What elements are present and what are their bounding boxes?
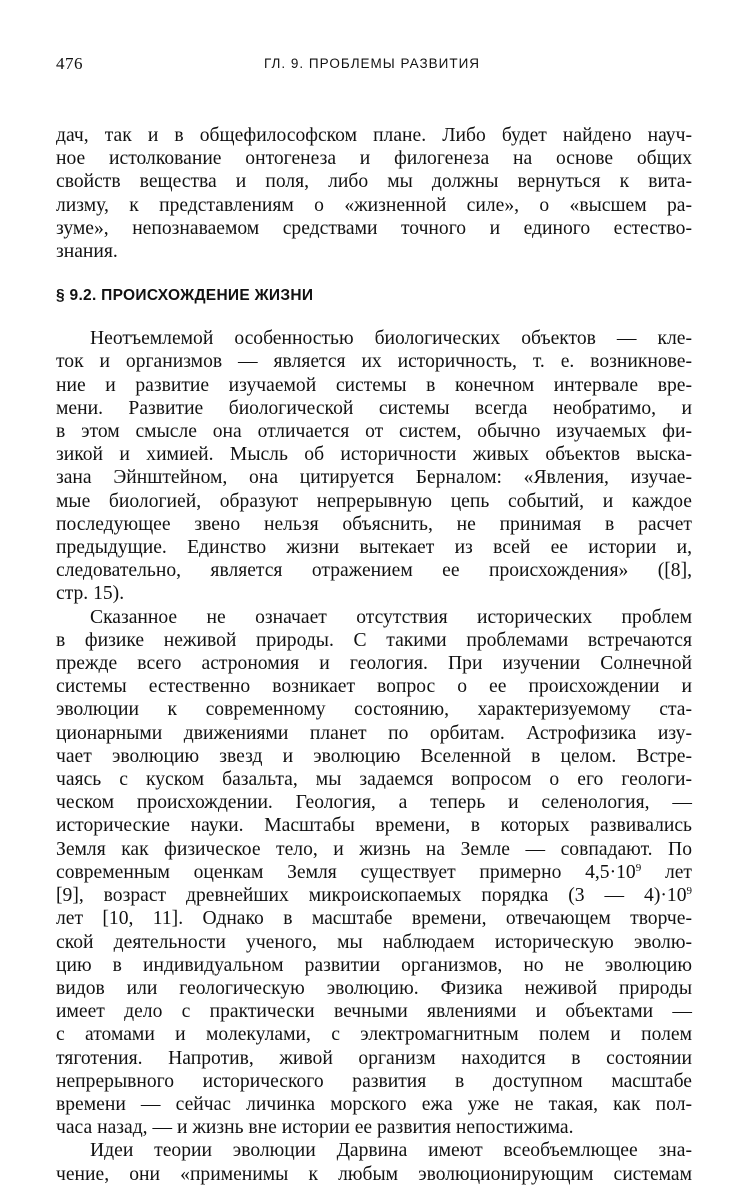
text-line: ческом происхождении. Геология, а теперь и селенология, — xyxy=(56,792,692,814)
text-line: непрерывного исторического развития в доступном масштабе xyxy=(56,1070,692,1092)
text-line-with-exponent xyxy=(56,884,692,907)
text-line: чение, они «применимы к любым эволюционирующим системам xyxy=(56,1163,692,1185)
text-line: имеет дело с практически вечными явлениями и объектами — xyxy=(56,1001,692,1023)
text-line: ное истолкование онтогенеза и филогенеза на основе общих xyxy=(56,148,692,170)
text-line: в физике неживой природы. С такими проблемами встречаются xyxy=(56,629,692,651)
text-line: лизму, к представлениям о «жизненной силе», о «высшем ра- xyxy=(56,194,692,216)
text-line: предыдущие. Единство жизни вытекает из всей ее истории и, xyxy=(56,537,692,559)
text-line: Земля как физическое тело, и жизнь на Земле — совпадают. По xyxy=(56,838,692,860)
paragraph-2 xyxy=(56,606,692,1140)
text-line: видов или геологическую эволюцию. Физика неживой природы xyxy=(56,977,692,999)
running-head xyxy=(56,48,692,76)
text-line: стр. 15). xyxy=(56,583,125,605)
text-line: зуме», непознаваемом средствами точного и единого естество- xyxy=(56,217,692,239)
text-line: лет [10, 11]. Однако в масштабе времени, отвечающем творче- xyxy=(56,908,692,930)
text-line: системы естественно возникает вопрос о ее происхождении и xyxy=(56,676,692,698)
text-fragment: лет xyxy=(641,861,692,883)
text-line: тяготения. Напротив, живой организм находится в состоянии xyxy=(56,1047,692,1069)
intro-paragraph xyxy=(56,124,692,263)
text-line-with-exponent xyxy=(56,861,692,884)
text-line: часа назад, — и жизнь вне истории ее развития непостижима. xyxy=(56,1117,574,1139)
text-line: знания. xyxy=(56,241,118,263)
text-line: с атомами и молекулами, с электромагнитным полем и полем xyxy=(56,1024,692,1046)
running-title: ГЛ. 9. ПРОБЛЕМЫ РАЗВИТИЯ xyxy=(264,56,481,71)
text-line: исторические науки. Масштабы времени, в которых развивались xyxy=(56,815,692,837)
text-line: следовательно, является отражением ее происхождения» ([8], xyxy=(56,560,692,582)
text-line: зана Эйнштейном, она цитируется Берналом: «Явления, изучае- xyxy=(56,467,692,489)
text-line: Идеи теории эволюции Дарвина имеют всеобъемлющее зна- xyxy=(90,1140,692,1162)
text-fragment: [9], возраст древнейших микроископаемых порядка (3 — 4)·10 xyxy=(56,885,687,907)
text-line: Сказанное не означает отсутствия исторических проблем xyxy=(90,606,692,628)
book-page xyxy=(56,48,692,1186)
paragraph-3 xyxy=(56,1139,692,1185)
text-line: последующее звено нельзя объяснить, не принимая в расчет xyxy=(56,513,692,535)
text-line: мые биологией, образуют непрерывную цепь событий, и каждое xyxy=(56,490,692,512)
page-number: 476 xyxy=(56,54,83,73)
text-line: цию в индивидуальном развитии организмов, но не эволюцию xyxy=(56,954,692,976)
text-line: зикой и химией. Мысль об историчности живых объектов выска- xyxy=(56,444,692,466)
text-line: ционарными движениями планет по орбитам. Астрофизика изу- xyxy=(56,722,692,744)
text-line: чаясь с куском базальта, мы задаемся вопросом о его геологи- xyxy=(56,769,692,791)
text-line: ние и развитие изучаемой системы в конечном интервале вре- xyxy=(56,374,692,396)
text-line: в этом смысле она отличается от систем, обычно изучаемых фи- xyxy=(56,421,692,443)
text-line: свойств вещества и поля, либо мы должны вернуться к вита- xyxy=(56,171,692,193)
text-line: мени. Развитие биологической системы всегда необратимо, и xyxy=(56,397,692,419)
text-line: ской деятельности ученого, мы наблюдаем историческую эволю- xyxy=(56,931,692,953)
text-line: Неотъемлемой особенностью биологических объектов — кле- xyxy=(90,328,692,350)
text-line: эволюции к современному состоянию, характеризуемому ста- xyxy=(56,699,692,721)
paragraph-1 xyxy=(56,327,692,605)
exponent: 9 xyxy=(686,885,692,898)
text-line: дач, так и в общефилософском плане. Либо будет найдено науч- xyxy=(56,125,692,146)
exponent: 9 xyxy=(635,861,642,874)
text-line: времени — сейчас личинка морского ежа уже не такая, как пол- xyxy=(56,1093,692,1115)
text-line: прежде всего астрономия и геология. При изучении Солнечной xyxy=(56,653,692,675)
text-fragment: современным оценкам Земля существует примерно 4,5·10 xyxy=(56,861,636,883)
section-heading: § 9.2. ПРОИСХОЖДЕНИЕ ЖИЗНИ xyxy=(56,287,314,305)
text-line: ток и организмов — является их историчность, т. е. возникнове- xyxy=(56,351,692,373)
text-line: чает эволюцию звезд и эволюцию Вселенной в целом. Встре- xyxy=(56,745,692,767)
